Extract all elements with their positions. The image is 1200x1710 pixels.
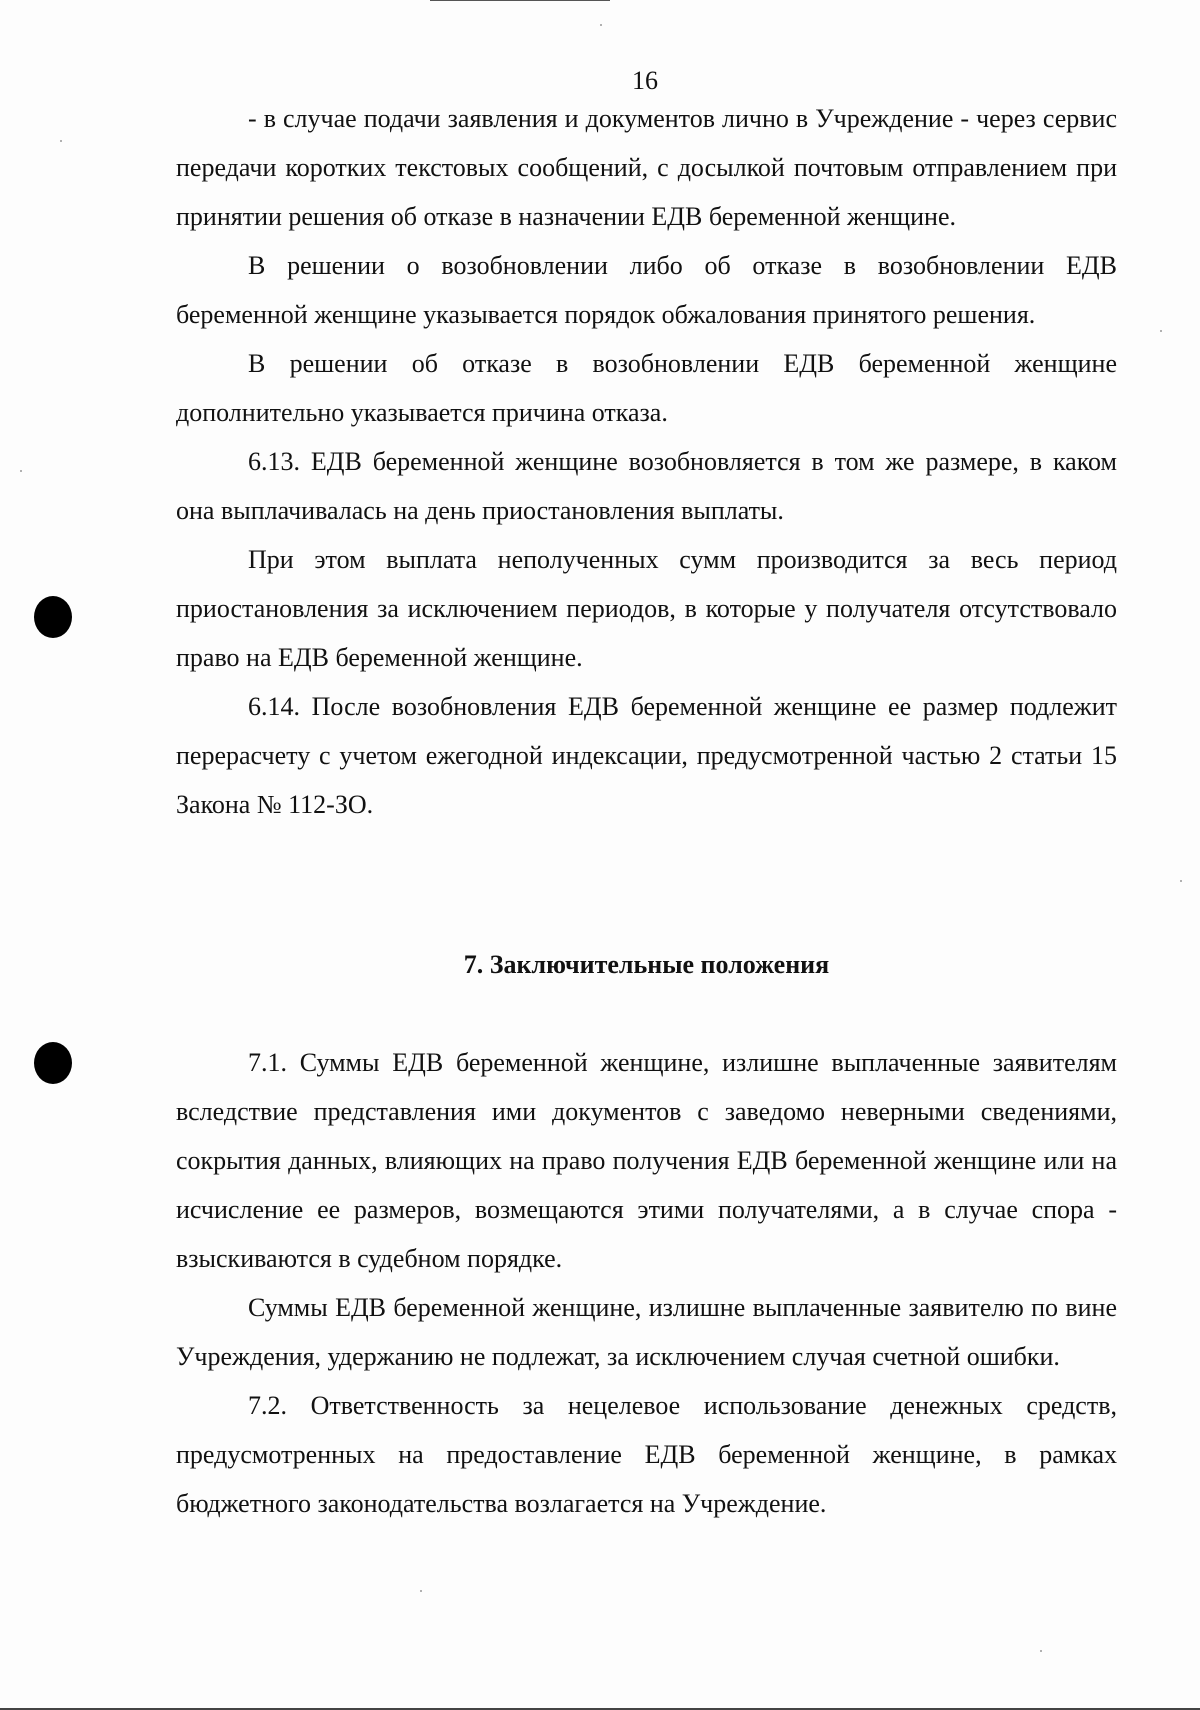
paragraph-7-2: 7.2. Ответственность за нецелевое использование денежных средств, предусмотренных на предоставление ЕДВ беременной женщине, в рамках бюджетного законодательства возлагается на Учреждение.	[176, 1391, 1117, 1518]
paragraph-refusal-reason: В решении об отказе в возобновлении ЕДВ беременной женщине дополнительно указывается причина отказа.	[176, 349, 1117, 427]
paragraph-unpaid-sums: При этом выплата неполученных сумм производится за весь период приостановления за исключением периодов, в которые у получателя отсутствовало право на ЕДВ беременной женщине.	[176, 545, 1117, 672]
paragraph-notification-method: - в случае подачи заявления и документов лично в Учреждение - через сервис передачи коротких текстовых сообщений, с досылкой почтовым отправлением при принятии решения об отказе в назначении ЕДВ беременной женщине.	[176, 104, 1117, 231]
paragraph-6-13: 6.13. ЕДВ беременной женщине возобновляется в том же размере, в каком она выплачивалась на день приостановления выплаты.	[176, 447, 1117, 525]
scan-speck	[1160, 330, 1162, 332]
body-text-section-6	[176, 94, 1117, 829]
scan-speck	[1180, 880, 1182, 882]
paragraph-institution-error: Суммы ЕДВ беременной женщине, излишне выплаченные заявителю по вине Учреждения, удержанию не подлежат, за исключением случая счетной ошибки.	[176, 1293, 1117, 1371]
paragraph-7-1: 7.1. Суммы ЕДВ беременной женщине, излишне выплаченные заявителям вследствие представления ими документов с заведомо неверными сведениями, сокрытия данных, влияющих на право получения ЕДВ беременной женщине или на исчисление ее размеров, возмещаются этими получателями, а в случае спора - взыскиваются в судебном порядке.	[176, 1048, 1117, 1273]
paragraph-appeal-procedure: В решении о возобновлении либо об отказе в возобновлении ЕДВ беременной женщине указывается порядок обжалования принятого решения.	[176, 251, 1117, 329]
scan-speck	[1040, 1650, 1042, 1652]
punch-hole-lower	[34, 1042, 72, 1084]
page-number: 16	[632, 66, 658, 95]
scan-speck	[60, 140, 62, 142]
body-text-section-7	[176, 1038, 1117, 1528]
scan-top-edge	[430, 0, 610, 1]
scan-speck	[600, 24, 602, 26]
section-7-heading: 7. Заключительные положения	[463, 950, 830, 979]
scan-speck	[420, 1590, 422, 1592]
scan-speck	[20, 470, 22, 472]
punch-hole-upper	[34, 596, 72, 638]
paragraph-6-14: 6.14. После возобновления ЕДВ беременной женщине ее размер подлежит перерасчету с учетом ежегодной индексации, предусмотренной частью 2 статьи 15 Закона № 112-ЗО.	[176, 692, 1117, 819]
